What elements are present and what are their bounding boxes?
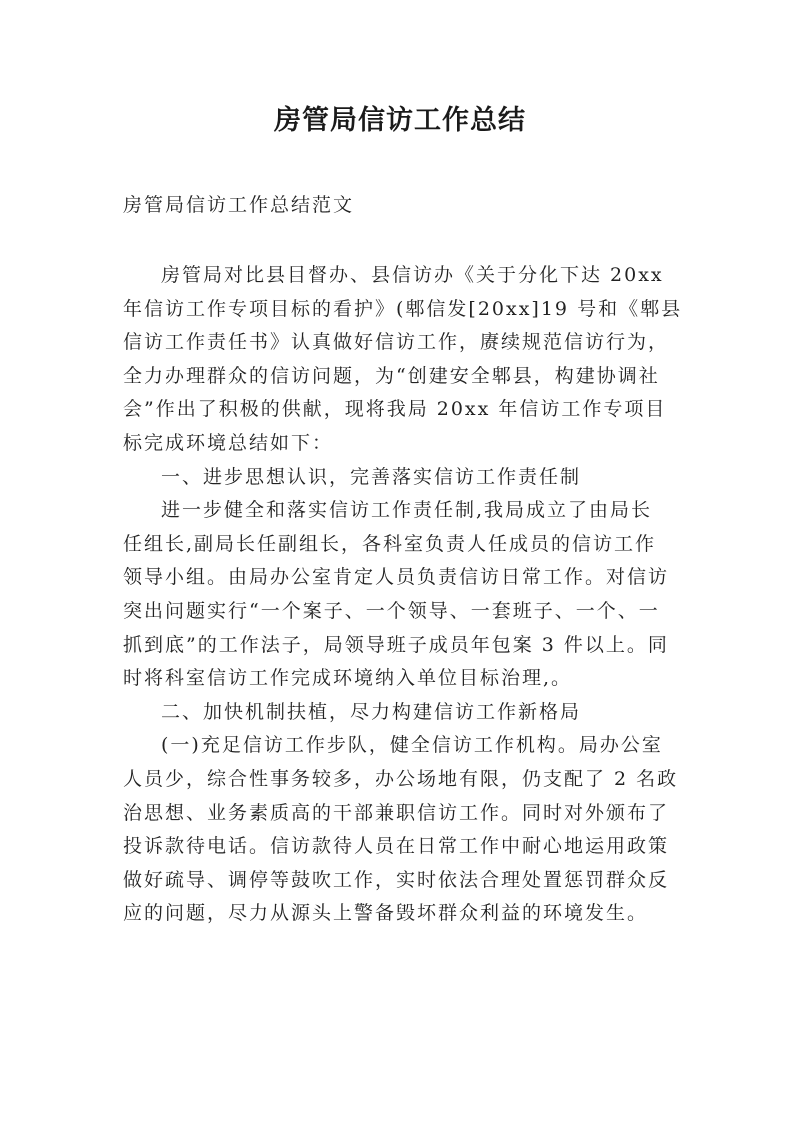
paragraph-line: (一)充足信访工作步队，健全信访工作机构。局办公室 bbox=[161, 734, 663, 757]
document-body bbox=[123, 259, 693, 931]
section-heading: 二、加快机制扶植，尽力构建信访工作新格局 bbox=[161, 700, 582, 723]
paragraph-line: 突出问题实行“一个案子、一个领导、一套班子、一个、一 bbox=[123, 599, 660, 622]
paragraph-line: 领导小组。由局办公室肯定人员负责信访日常工作。对信访 bbox=[123, 566, 670, 589]
paragraph-line: 时将科室信访工作完成环境纳入单位目标治理,。 bbox=[123, 667, 573, 690]
paragraph-line: 年信访工作专项目标的看护》(郫信发[20xx]19 号和《郫县 bbox=[123, 297, 683, 320]
paragraph-line: 做好疏导、调停等鼓吹工作，实时依法合理处置惩罚群众反 bbox=[123, 868, 670, 891]
paragraph-line: 全力办理群众的信访问题，为“创建安全郫县，构建协调社 bbox=[123, 364, 660, 387]
paragraph-line: 标完成环境总结如下： bbox=[123, 431, 334, 454]
paragraph-line: 抓到底”的工作法子，局领导班子成员年包案 3 件以上。同 bbox=[123, 633, 669, 656]
paragraph-line: 进一步健全和落实信访工作责任制,我局成立了由局长 bbox=[161, 499, 653, 522]
paragraph-line: 信访工作责任书》认真做好信访工作，赓续规范信访行为， bbox=[123, 331, 670, 354]
document-title: 房管局信访工作总结 bbox=[274, 105, 526, 136]
paragraph-line: 应的问题，尽力从源头上警备毁坏群众利益的环境发生。 bbox=[123, 902, 649, 925]
paragraph-line: 房管局对比县目督办、县信访办《关于分化下达 20xx bbox=[161, 264, 664, 286]
section-heading: 一、进步思想认识，完善落实信访工作责任制 bbox=[161, 465, 582, 488]
paragraph-line: 人员少，综合性事务较多，办公场地有限，仍支配了 2 名政 bbox=[123, 767, 679, 790]
paragraph-line: 任组长,副局长任副组长，各科室负责人任成员的信访工作 bbox=[123, 532, 657, 555]
paragraph-line: 治思想、业务素质高的干部兼职信访工作。同时对外颁布了 bbox=[123, 801, 670, 824]
paragraph-line: 会”作出了积极的供献，现将我局 20xx 年信访工作专项目 bbox=[123, 398, 667, 421]
paragraph-line: 投诉款待电话。信访款待人员在日常工作中耐心地运用政策 bbox=[123, 835, 670, 858]
document-subtitle: 房管局信访工作总结范文 bbox=[123, 194, 355, 216]
